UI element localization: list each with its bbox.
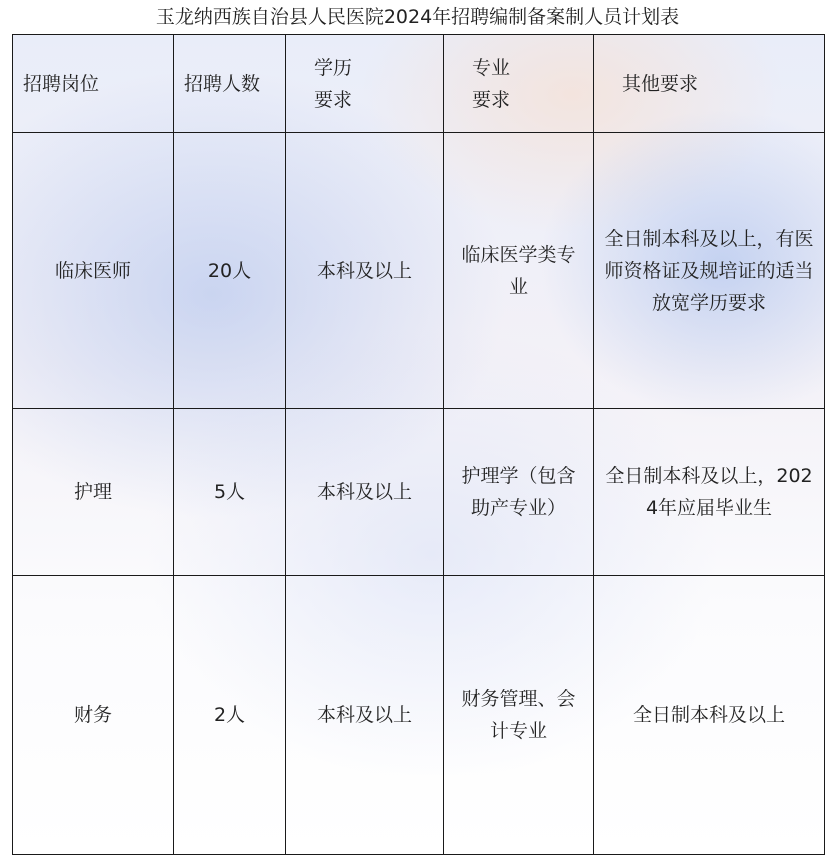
cell-other: 全日制本科及以上 — [594, 576, 825, 855]
cell-count: 5人 — [174, 409, 286, 576]
header-count: 招聘人数 — [174, 35, 286, 133]
table-row — [13, 576, 825, 855]
cell-position: 财务 — [13, 576, 174, 855]
cell-education: 本科及以上 — [286, 576, 444, 855]
header-education-line2: 要求 — [314, 88, 353, 111]
header-education-line1: 学历 — [314, 56, 353, 79]
table-row — [13, 133, 825, 409]
cell-major: 临床医学类专业 — [444, 133, 594, 409]
header-major — [444, 35, 594, 133]
header-education — [286, 35, 444, 133]
recruitment-table — [12, 34, 825, 855]
header-position: 招聘岗位 — [13, 35, 174, 133]
cell-count: 20人 — [174, 133, 286, 409]
cell-major: 财务管理、会计专业 — [444, 576, 594, 855]
cell-other: 全日制本科及以上，2024年应届毕业生 — [594, 409, 825, 576]
header-major-line2: 要求 — [472, 88, 511, 111]
table-row — [13, 409, 825, 576]
page-title: 玉龙纳西族自治县人民医院2024年招聘编制备案制人员计划表 — [155, 6, 680, 28]
header-other: 其他要求 — [594, 35, 825, 133]
cell-education: 本科及以上 — [286, 409, 444, 576]
table-header-row — [13, 35, 825, 133]
cell-position: 临床医师 — [13, 133, 174, 409]
header-major-line1: 专业 — [472, 56, 511, 79]
cell-other: 全日制本科及以上，有医师资格证及规培证的适当放宽学历要求 — [594, 133, 825, 409]
recruitment-table-container — [12, 34, 824, 854]
cell-major: 护理学（包含助产专业） — [444, 409, 594, 576]
cell-count: 2人 — [174, 576, 286, 855]
cell-education: 本科及以上 — [286, 133, 444, 409]
cell-position: 护理 — [13, 409, 174, 576]
